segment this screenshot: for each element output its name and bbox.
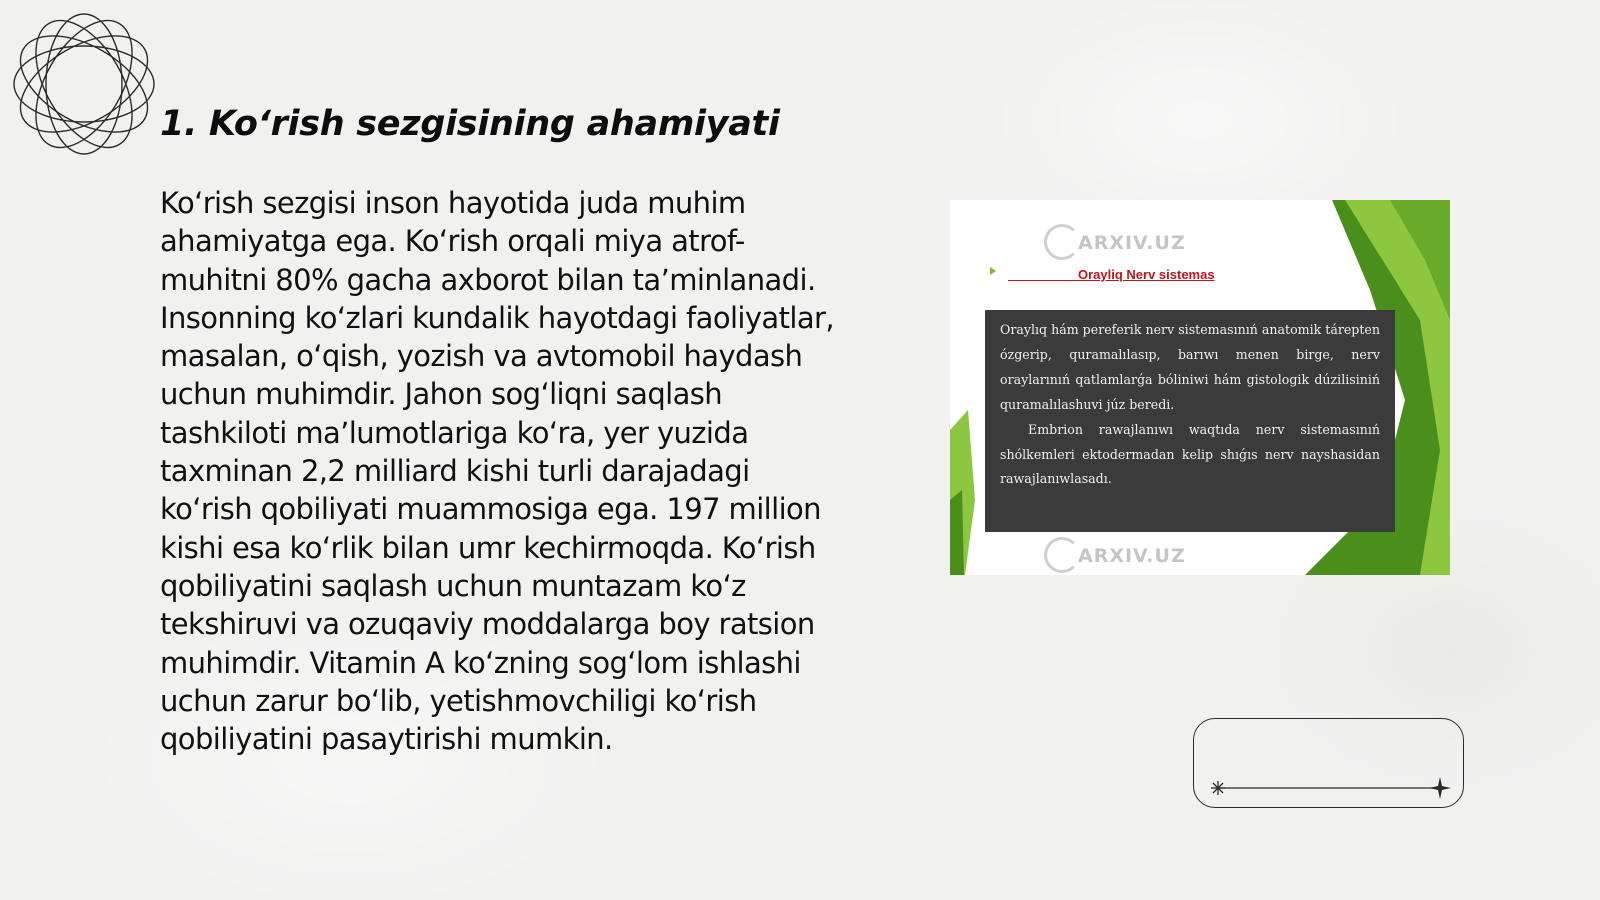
- heading-underline: [1008, 280, 1078, 281]
- inset-paragraph-2: Embrion rawajlanıwı waqtıda nerv sistemasınıń shólkemleri ektodermadan kelip shıǵıs nerv nayshasidan rawajlanıwlasadı.: [1000, 421, 1380, 487]
- body-paragraph: Ko‘rish sezgisi inson hayotida juda muhim ahamiyatga ega. Ko‘rish orqali miya atrof-muhitni 80% gacha axborot bilan ta’minlanadi. Insonning ko‘zlari kundalik hayotdagi faoliyatlar, masalan, o‘qish, yozish va avtomobil haydash uchun muhimdir. Jahon sog‘liqni saqlash tashkiloti ma’lumotlariga ko‘ra, yer yuzida taxminan 2,2 milliard kishi turli darajadagi ko‘rish qobiliyati muammosiga ega. 197 million kishi esa ko‘rlik bilan umr kechirmoqda. Ko‘rish qobiliyatini saqlash uchun muntazam ko‘z tekshiruvi va ozuqaviy moddalarga boy ratsion muhimdir. Vitamin A ko‘zning sog‘lom ishlashi uchun zarur bo‘lib, yetishmovchiligi ko‘rish qobiliyatini pasaytirishi mumkin.: [160, 186, 834, 757]
- watermark-text: ARXIV.UZ: [1078, 545, 1186, 567]
- slide-title: 1. Ko‘rish sezgisining ahamiyati: [160, 104, 780, 144]
- watermark-logo-icon: [1044, 224, 1080, 260]
- inset-heading: Orayliq Nerv sistemas: [1078, 267, 1215, 282]
- rosette-ornament-icon: [10, 10, 158, 158]
- inset-slide-image: [950, 200, 1450, 575]
- line-with-stars-icon: [1194, 719, 1465, 809]
- watermark-logo-icon: [1044, 537, 1080, 573]
- watermark-text: ARXIV.UZ: [1078, 232, 1186, 254]
- bullet-arrow-icon: [990, 267, 996, 275]
- watermark-top: [1078, 232, 1186, 254]
- watermark-bottom: [1078, 545, 1186, 567]
- inset-text-box: [985, 310, 1395, 532]
- decorative-frame: [1193, 718, 1464, 808]
- inset-paragraph-1: Oraylıq hám pereferik nerv sistemasınıń anatomik tárepten ózgerip, quramalılasıp, barıwı menen birge, nerv oraylarınıń qatlamlarǵa bóliniwi hám gistologik dúzilisiniń quramalılashuvi júz beredi.: [1000, 322, 1380, 412]
